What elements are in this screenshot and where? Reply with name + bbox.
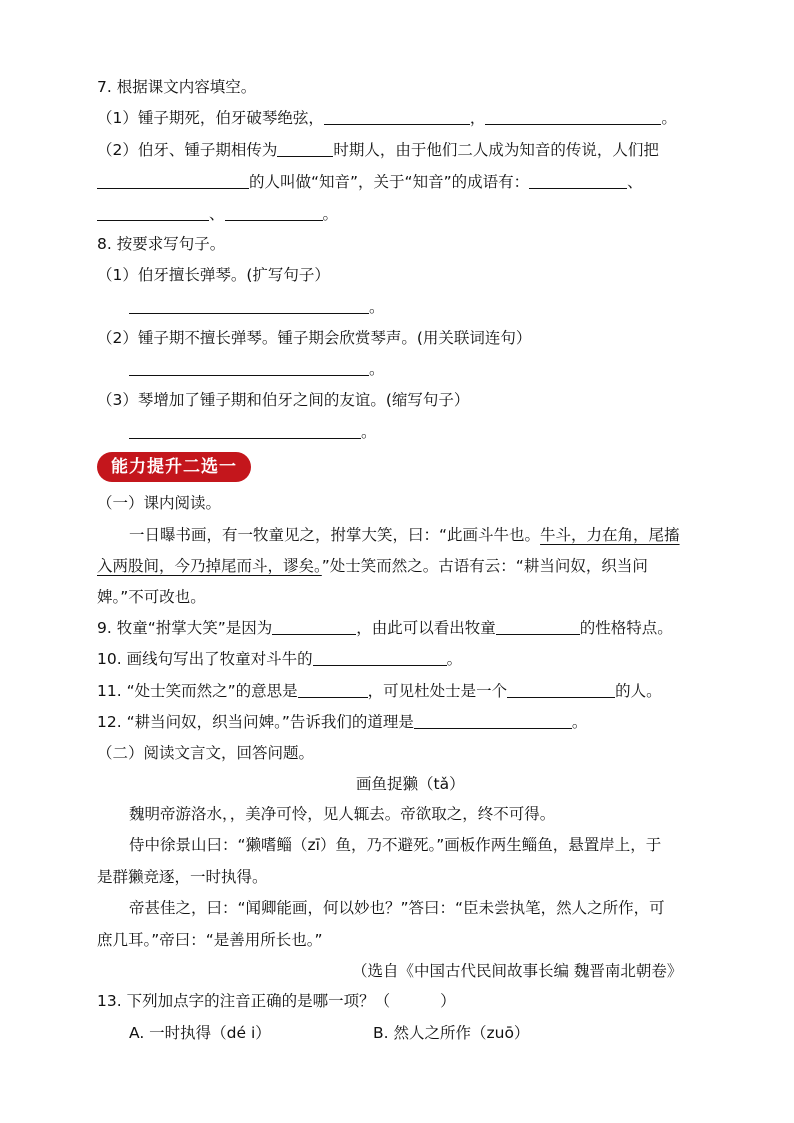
story-source: （选自《中国古代民间故事长编 魏晋南北朝卷》 (352, 962, 683, 980)
story-title: 画鱼捉獭（tǎ） (356, 775, 465, 793)
passage-line-2: 入两股间，今乃掉尾而斗，谬矣。”处士笑而然之。古语有云：“耕当问奴，织当问 (97, 557, 648, 575)
part1-title: （一）课内阅读。 (97, 494, 222, 512)
answer-blank[interactable] (129, 358, 369, 376)
q11: 11. “处士笑而然之”的意思是 ，可见杜处士是一个 的人。 (97, 682, 662, 700)
answer-blank[interactable] (129, 296, 369, 314)
q8-item1: （1）伯牙擅长弹琴。(扩写句子） (97, 266, 330, 284)
part2-title: （二）阅读文言文，回答问题。 (97, 744, 315, 762)
section-badge: 能力提升二选一 (97, 452, 251, 482)
q8-item2: （2）锺子期不擅长弹琴。锺子期会欣赏琴声。(用关联词连句） (97, 329, 532, 347)
q7-item1: （1）锺子期死，伯牙破琴绝弦， ， 。 (97, 109, 677, 127)
story-p1: 魏明帝游洛水，，美净可怜，见人辄去。帝欲取之，终不可得。 (129, 805, 556, 823)
q7-item2-line1: （2）伯牙、锺子期相传为 时期人，由于他们二人成为知音的传说，人们把 (97, 141, 659, 159)
story-p3-line1: 帝甚佳之，曰：“闻卿能画，何以妙也？”答曰：“臣未尝执笔，然人之所作，可 (129, 899, 665, 917)
q13-stem: 13. 下列加点字的注音正确的是哪一项？（ ） (97, 992, 456, 1010)
q8-item3-answer: 。 (129, 421, 377, 443)
q13-options (129, 1022, 529, 1044)
q7-item2-line2: 的人叫做“知音”，关于“知音”的成语有： 、 (97, 171, 643, 193)
passage-line-3: 婢。”不可改也。 (97, 588, 206, 606)
q8-item2-answer: 。 (129, 358, 385, 380)
q9: 9. 牧童“拊掌大笑”是因为 ，由此可以看出牧童 的性格特点。 (97, 619, 673, 637)
answer-space[interactable] (390, 991, 440, 1008)
answer-blank[interactable] (496, 617, 580, 635)
answer-blank[interactable] (298, 680, 368, 698)
answer-blank[interactable] (225, 203, 323, 221)
q8-title: 8. 按要求写句子。 (97, 235, 226, 253)
q8-item3: （3）琴增加了锺子期和伯牙之间的友谊。(缩写句子） (97, 391, 470, 409)
story-p2-line2: 是群獭竞逐，一时执得。 (97, 868, 268, 886)
answer-blank[interactable] (97, 203, 209, 221)
passage-line-1: 一日曝书画，有一牧童见之，拊掌大笑，曰：“此画斗牛也。牛斗，力在角，尾搐 (129, 526, 680, 544)
answer-blank[interactable] (324, 107, 470, 125)
answer-blank[interactable] (507, 680, 615, 698)
story-p3-line2: 庶几耳。”帝曰：“是善用所长也。” (97, 931, 323, 949)
story-p2-line1: 侍中徐景山曰：“獭嗜鲻（zī）鱼，乃不避死。”画板作两生鲻鱼，悬置岸上，于 (129, 836, 662, 854)
q8-item1-answer: 。 (129, 296, 385, 318)
q10: 10. 画线句写出了牧童对斗牛的 。 (97, 650, 463, 668)
q7-item2-line3: 、 。 (97, 203, 338, 225)
answer-blank[interactable] (529, 171, 627, 189)
answer-blank[interactable] (277, 139, 333, 157)
q7-title: 7. 根据课文内容填空。 (97, 78, 257, 96)
answer-blank[interactable] (485, 107, 661, 125)
answer-blank[interactable] (97, 171, 249, 189)
answer-blank[interactable] (272, 617, 356, 635)
option-a[interactable]: A. 一时执得（dé i） (129, 1024, 271, 1042)
option-b[interactable]: B. 然人之所作（zuō） (373, 1024, 530, 1042)
answer-blank[interactable] (129, 421, 361, 439)
q12: 12. “耕当问奴，织当问婢。”告诉我们的道理是 。 (97, 713, 588, 731)
answer-blank[interactable] (313, 648, 447, 666)
answer-blank[interactable] (414, 711, 572, 729)
